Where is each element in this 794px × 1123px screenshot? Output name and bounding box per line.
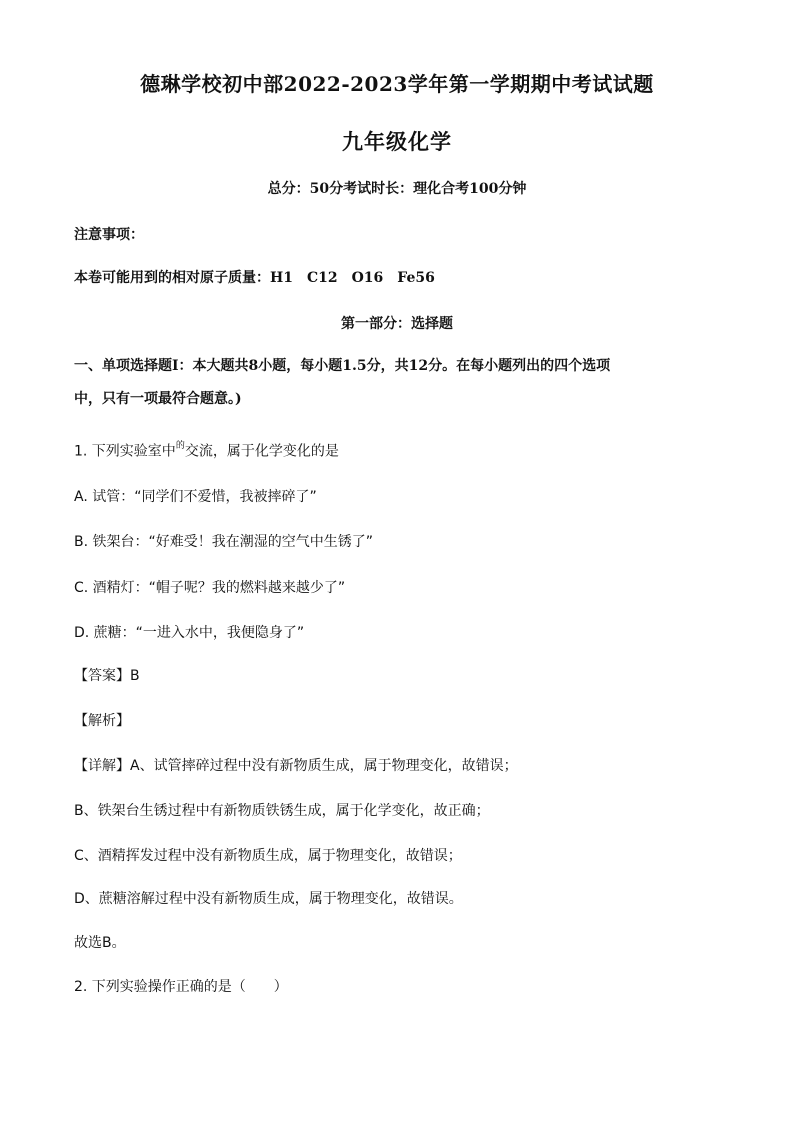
notes-heading: 注意事项： [74,227,144,243]
question-1-stem-prefix: 1. 下列实验室中 [74,443,176,460]
question-1-option-b: B. 铁架台：“好难受！我在潮湿的空气中生锈了” [74,534,374,550]
detail-text-a: A、试管摔碎过程中没有新物质生成，属于物理变化，故错误； [130,758,518,774]
question-1-option-c: C. 酒精灯：“帽子呢？我的燃料越来越少了” [74,580,346,596]
question-1-stem-sup: 的 [175,441,185,451]
answer-tag: 【答案】 [74,668,130,684]
question-1-stem-suffix: 交流，属于化学变化的是 [184,443,339,460]
analysis-tag: 【解析】 [74,713,130,729]
detail-line-b: B、铁架台生锈过程中有新物质铁锈生成，属于化学变化，故正确； [74,803,490,819]
question-1-option-a: A. 试管：“同学们不爱惜，我被摔碎了” [74,489,317,505]
detail-line-d: D、蔗糖溶解过程中没有新物质生成，属于物理变化，故错误。 [74,891,463,907]
part1-heading: 第一部分：选择题 [341,316,453,332]
question-1-option-d: D. 蔗糖：“一进入水中，我便隐身了” [74,625,305,641]
atomic-masses: 本卷可能用到的相对原子质量：H1 C12 O16 Fe56 [74,270,435,286]
detail-tag: 【详解】 [74,758,130,774]
exam-title: 德琳学校初中部2022-2023学年第一学期期中考试试题 [140,72,654,96]
question-1-stem [74,440,339,461]
answer-value: B [130,668,140,684]
answer-line [74,665,140,685]
detail-line-a [74,755,518,775]
section-instructions-line1: 一、单项选择题Ⅰ：本大题共8小题，每小题1.5分，共12分。在每小题列出的四个选项 [74,358,611,374]
exam-subtitle: 九年级化学 [342,129,452,154]
exam-meta: 总分：50分考试时长：理化合考100分钟 [267,181,527,197]
question-2-stem: 2. 下列实验操作正确的是（ ） [74,979,288,995]
detail-line-c: C、酒精挥发过程中没有新物质生成，属于物理变化，故错误； [74,848,462,864]
section-instructions-line2: 中，只有一项最符合题意。) [74,391,242,407]
conclusion: 故选B。 [74,935,126,951]
